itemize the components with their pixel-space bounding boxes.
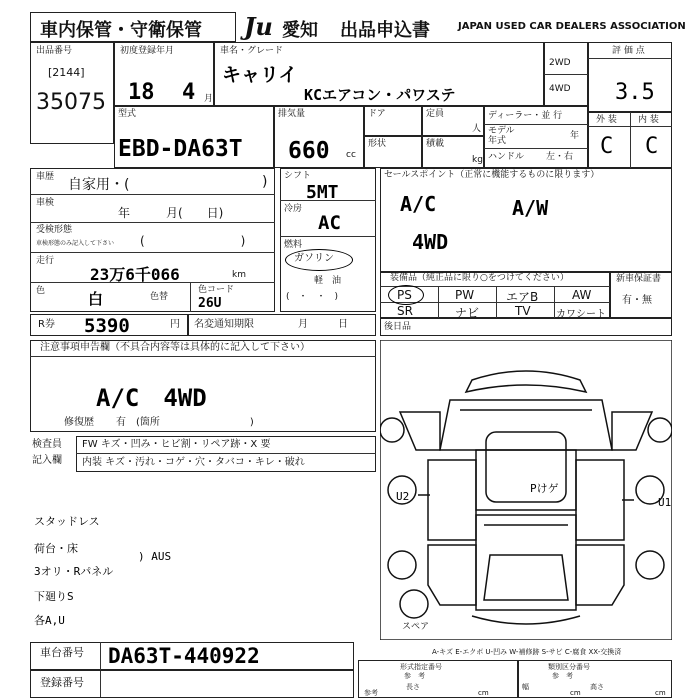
footer-right-ref: 参 考 — [552, 672, 573, 680]
warranty-label: 新車保証書 — [616, 274, 662, 284]
fuel-other: ( ・ ・ ) — [286, 292, 339, 302]
ju-logo: Ju — [244, 12, 273, 41]
score-value: 3.5 — [615, 80, 655, 105]
repair-label: 修復歴 — [64, 417, 94, 428]
history-value: 自家用・( — [68, 177, 130, 193]
score-label: 評 価 点 — [612, 46, 645, 56]
footer-cm-3: cm — [655, 689, 666, 697]
reg-month: 4 — [182, 80, 196, 105]
history-label: 車歴 — [36, 172, 55, 182]
equipment-navi: ナビ — [455, 306, 480, 320]
sales-point-box — [380, 168, 672, 272]
hist-div-1 — [30, 194, 275, 195]
lot-sub: [2144] — [48, 66, 85, 79]
inspector-fw: FW キズ・凹み・ヒビ割・リペア跡・X 要 — [82, 439, 271, 450]
handle-value: 左・右 — [546, 152, 574, 162]
repair-value: 有 (箇所 ) — [116, 417, 254, 428]
equipment-airbag: エアB — [506, 290, 539, 304]
equipment-tv: TV — [515, 304, 531, 318]
lot-number-label: 出品番号 — [36, 46, 73, 56]
storage-title: 車内保管・守衛保管 — [40, 20, 202, 41]
ac-label: 冷房 — [284, 204, 303, 214]
spare-label: スペア — [402, 622, 430, 632]
diagram-legend: A-キズ E-エクボ U-凹み W-補修跡 S-サビ C-腐食 XX-交換済 — [432, 648, 622, 656]
color-label: 色 — [36, 286, 46, 296]
notes-label: 注意事項申告欄（不具合内容等は具体的に記入して下さい） — [40, 342, 310, 353]
color-value: 白 — [88, 290, 104, 308]
inspector-side-note: ) AUS — [138, 550, 172, 563]
sales-point-label: セールスポイント（正常に機能するものに限ります） — [384, 170, 600, 180]
grade-divider-v — [630, 112, 631, 168]
inspector-note: 下廻りS — [34, 590, 74, 603]
footer-height: 高さ — [590, 683, 604, 691]
diesel-label: 軽 油 — [314, 276, 342, 286]
door-label: ドア — [368, 109, 386, 119]
car-grade: KCエアコン・パワステ — [304, 86, 456, 104]
month-unit: 月 — [204, 94, 214, 104]
notes-text: A/C 4WD — [96, 384, 207, 412]
shape-label: 形状 — [368, 139, 387, 149]
inspector-note: 各A,U — [34, 614, 65, 627]
transfer-label: 受検形態 — [36, 225, 73, 235]
fuel-value: ガソリン — [294, 253, 334, 264]
dealer-label: ディーラー・並 行 — [488, 111, 563, 121]
displacement-value: 660 — [288, 138, 330, 164]
shift-label: シフト — [284, 171, 312, 181]
equipment-ps: PS — [397, 288, 412, 302]
reg-year: 18 — [128, 80, 155, 105]
color-code-label: 色コード — [198, 285, 235, 295]
footer-right-box — [518, 660, 672, 698]
ac-value: AC — [318, 212, 341, 234]
car-name-label: 車名・グレード — [220, 46, 284, 56]
sales-point-ac: A/C — [400, 192, 437, 216]
inspector-interior: 内装 キズ・汚れ・コゲ・穴・タバコ・キレ・破れ — [82, 457, 305, 468]
model-label: 型式 — [118, 109, 137, 119]
footer-left-title: 形式指定番号 — [400, 663, 442, 671]
form-title: 出品申込書 — [340, 20, 430, 41]
diagram-label-left: U2 — [396, 490, 410, 503]
interior-label: 内 装 — [638, 115, 659, 125]
sales-point-aw: A/W — [512, 196, 549, 220]
spec-div-2 — [280, 236, 376, 237]
equipment-seat: カワシート — [556, 309, 606, 320]
reg-label: 登録番号 — [40, 676, 84, 689]
eq-div-v2 — [496, 286, 497, 318]
drive-4wd: 4WD — [549, 84, 571, 94]
sales-point-4wd: 4WD — [412, 230, 449, 254]
inspector-note: 荷台・床 — [34, 542, 78, 555]
inspection-value: 年 月( 日) — [118, 206, 224, 220]
fuel-label: 燃料 — [284, 240, 303, 250]
eq-div-v3 — [554, 286, 555, 318]
warranty-value: 有・無 — [622, 295, 652, 306]
year-unit: 年 — [570, 131, 580, 141]
model-year-label: モデル — [488, 126, 515, 136]
equipment-label: 装備品（純正品に限り○をつけてください） — [390, 273, 569, 283]
mileage-label: 走行 — [36, 256, 55, 266]
org-en: JAPAN USED CAR DEALERS ASSOCIATION — [458, 21, 686, 32]
interior-grade: C — [645, 134, 659, 159]
drive-divider — [544, 74, 588, 75]
drive-2wd: 2WD — [549, 58, 571, 68]
dealer-divider — [484, 124, 588, 125]
inspector-label-2: 記入欄 — [32, 455, 62, 466]
model-value: EBD-DA63T — [118, 136, 243, 162]
footer-right-title: 類別区分番号 — [548, 663, 590, 671]
diagram-label-right: U1 — [658, 496, 672, 509]
cc-unit: cc — [346, 150, 356, 160]
yen-unit: 円 — [170, 319, 180, 330]
recycle-label: R券 — [38, 319, 55, 330]
displacement-label: 排気量 — [278, 109, 306, 119]
notes-div — [30, 356, 376, 357]
exterior-label: 外 装 — [596, 115, 617, 125]
equipment-pw: PW — [455, 288, 475, 302]
km-unit: km — [232, 270, 246, 280]
load-label: 積載 — [426, 139, 445, 149]
org-name: 愛知 — [282, 20, 318, 41]
year-label: 年式 — [488, 136, 507, 146]
score-divider — [588, 58, 672, 59]
footer-cm-2: cm — [570, 689, 581, 697]
inspector-div — [76, 453, 376, 454]
inspector-label-1: 検査員 — [32, 439, 62, 450]
history-close: ) — [262, 174, 268, 190]
handle-divider — [484, 148, 588, 149]
handle-label: ハンドル — [488, 152, 525, 162]
footer-ref: 参考 — [364, 689, 378, 697]
inspector-note: 3オリ・Rパネル — [34, 565, 114, 578]
mileage-value: 23万6千066 — [90, 265, 180, 284]
capacity-label: 定員 — [426, 109, 445, 119]
inspection-label: 車検 — [36, 198, 55, 208]
notice-date: 月 日 — [298, 319, 348, 330]
footer-cm-1: cm — [478, 689, 489, 697]
footer-length: 長さ — [406, 683, 420, 691]
hist-div-3 — [30, 252, 275, 253]
notice-label: 名変通知期限 — [194, 319, 254, 330]
transfer-sub: 車検形態のみ記入して下さい — [36, 240, 115, 247]
back-seat-box — [380, 318, 672, 336]
footer-width: 幅 — [522, 683, 529, 691]
equipment-sr: SR — [397, 304, 413, 318]
repaint-label: 色替 — [150, 292, 169, 302]
kg-unit: kg — [472, 155, 483, 165]
equipment-aw: AW — [572, 288, 592, 302]
eq-div-v1 — [438, 286, 439, 318]
lot-number: 35075 — [36, 90, 106, 115]
vin-label: 車台番号 — [40, 646, 84, 659]
transfer-paren: ( ) — [140, 234, 246, 248]
back-seat-label: 後日品 — [384, 322, 412, 332]
person-unit: 人 — [472, 124, 482, 134]
vin-value: DA63T-440922 — [108, 644, 260, 668]
exterior-grade: C — [600, 134, 614, 159]
footer-left-ref: 参 考 — [404, 672, 425, 680]
recycle-value: 5390 — [84, 315, 130, 337]
inspector-note: スタッドレス — [34, 515, 100, 528]
first-reg-label: 初度登録年月 — [120, 46, 175, 56]
car-diagram — [380, 340, 672, 640]
diagram-label-roof: Pけゲ — [530, 482, 559, 495]
color-code-div — [190, 282, 191, 312]
car-name: キャリイ — [222, 64, 298, 86]
color-code: 26U — [198, 296, 222, 311]
hist-div-2 — [30, 222, 275, 223]
shift-value: 5MT — [306, 182, 339, 203]
